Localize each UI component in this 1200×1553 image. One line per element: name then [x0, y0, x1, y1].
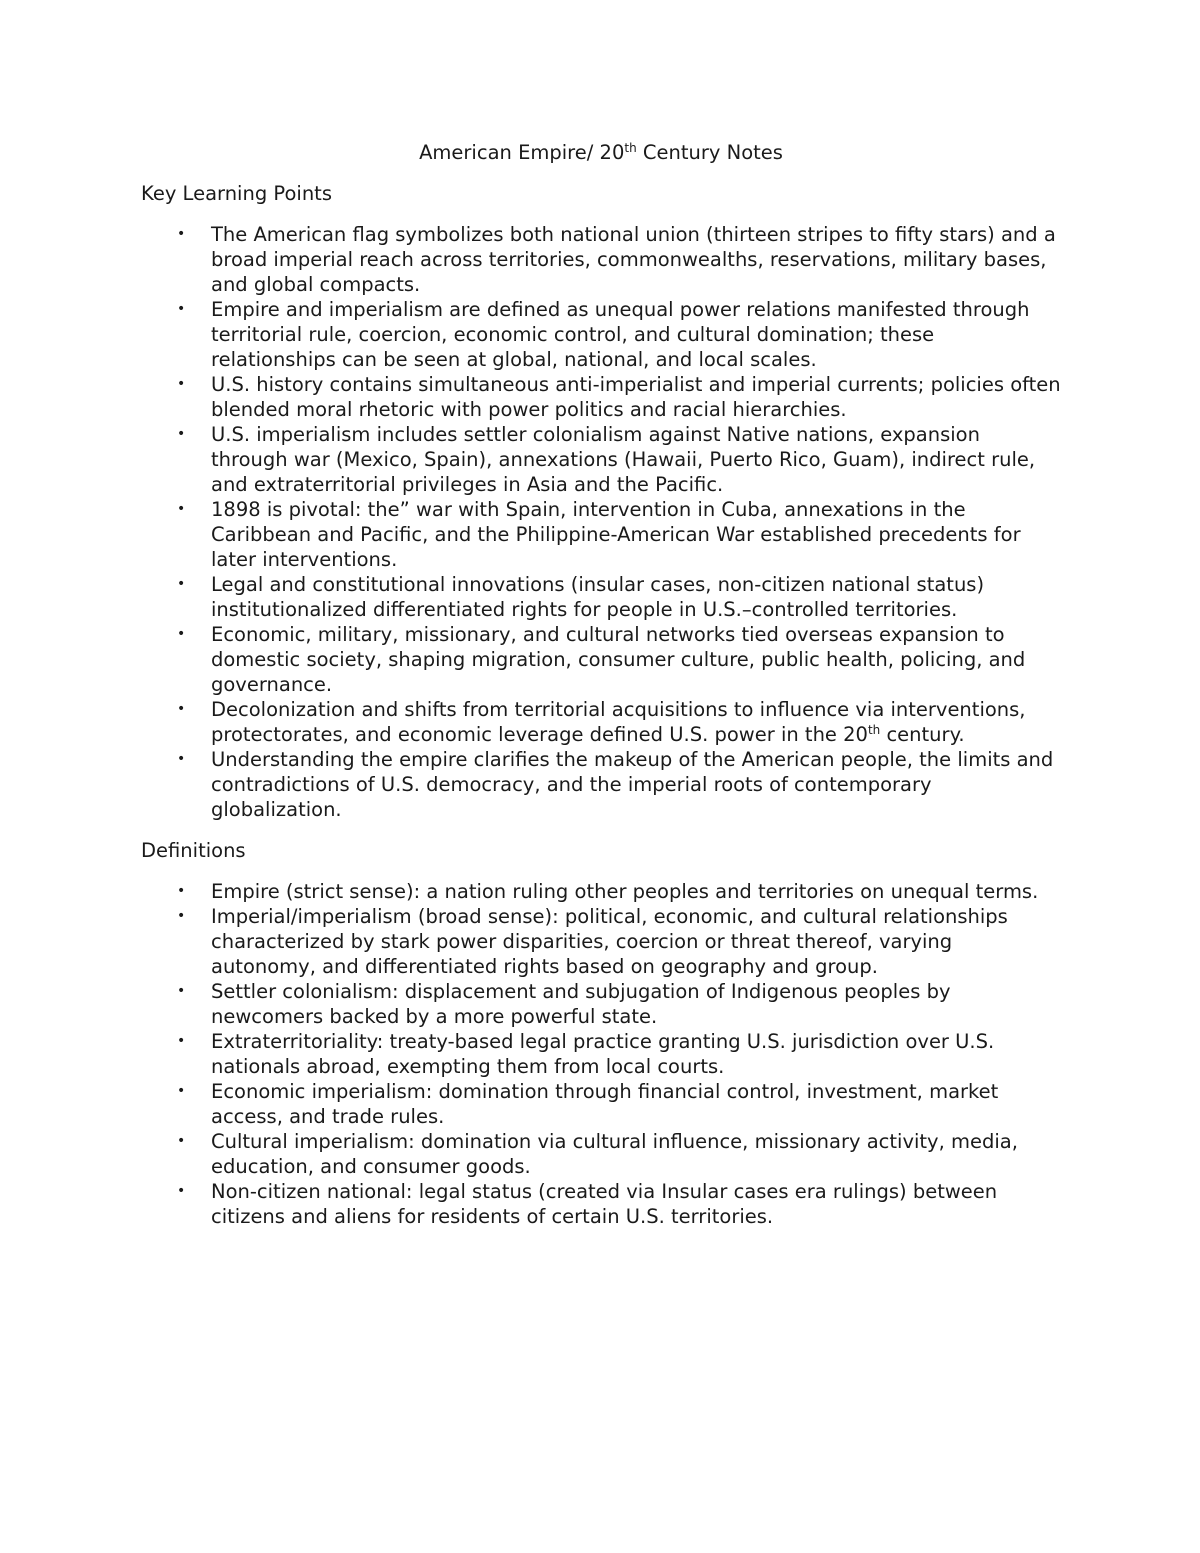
list-item-text: Empire (strict sense): a nation ruling other peoples and territories on unequal terms. — [211, 880, 1039, 903]
list-item-text: 1898 is pivotal: the” war with Spain, intervention in Cuba, annexations in the Caribbean and Pacific, and the Philippine-American War established precedents for later interventions. — [211, 498, 1021, 571]
bullet-icon: • — [177, 1033, 186, 1049]
list-item-text: Settler colonialism: displacement and subjugation of Indigenous peoples by newcomers backed by a more powerful state. — [211, 980, 951, 1028]
list-item — [141, 297, 1061, 372]
bullet-icon: • — [177, 883, 186, 899]
list-item-text: Cultural imperialism: domination via cultural influence, missionary activity, media, education, and consumer goods. — [211, 1130, 1018, 1178]
list-item — [141, 1129, 1061, 1179]
list-item — [141, 222, 1061, 297]
superscript: th — [867, 723, 881, 737]
title-superscript: th — [624, 141, 637, 155]
list-item-text: Economic imperialism: domination through financial control, investment, market access, and trade rules. — [211, 1080, 999, 1128]
bullet-icon: • — [177, 576, 186, 592]
list-item-text: Economic, military, missionary, and cultural networks tied overseas expansion to domestic society, shaping migration, consumer culture, public health, policing, and governance. — [211, 623, 1026, 696]
list-item-text: Legal and constitutional innovations (insular cases, non-citizen national status) institutionalized differentiated rights for people in U.S.–controlled territories. — [211, 573, 985, 621]
list-item — [141, 904, 1061, 979]
key-points-list — [141, 222, 1061, 822]
list-item — [141, 979, 1061, 1029]
bullet-icon: • — [177, 1133, 186, 1149]
list-item — [141, 697, 1061, 747]
bullet-icon: • — [177, 908, 186, 924]
bullet-icon: • — [177, 226, 186, 242]
definitions-heading: Definitions — [141, 839, 246, 862]
list-item-text: Imperial/imperialism (broad sense): political, economic, and cultural relationships characterized by stark power disparities, coercion or threat thereof, varying autonomy, and differentiated rights based on geography and group. — [211, 905, 1008, 978]
bullet-icon: • — [177, 376, 186, 392]
list-item — [141, 572, 1061, 622]
bullet-icon: • — [177, 426, 186, 442]
bullet-icon: • — [177, 1083, 186, 1099]
title-text: American Empire/ 20 — [419, 141, 625, 164]
list-item-text: Extraterritoriality: treaty-based legal practice granting U.S. jurisdiction over U.S. nationals abroad, exempting them from local courts. — [211, 1030, 995, 1078]
list-item — [141, 1029, 1061, 1079]
bullet-icon: • — [177, 501, 186, 517]
list-item — [141, 747, 1061, 822]
list-item-text: Understanding the empire clarifies the makeup of the American people, the limits and contradictions of U.S. democracy, and the imperial roots of contemporary globalization. — [211, 748, 1054, 821]
list-item — [141, 1179, 1061, 1229]
list-item — [141, 879, 1061, 904]
bullet-icon: • — [177, 626, 186, 642]
list-item-text: Empire and imperialism are defined as unequal power relations manifested through territorial rule, coercion, economic control, and cultural domination; these relationships can be seen at global, national, and local scales. — [211, 298, 1030, 371]
bullet-icon: • — [177, 751, 186, 767]
key-points-heading: Key Learning Points — [141, 182, 332, 205]
bullet-icon: • — [177, 983, 186, 999]
list-item-text: Non-citizen national: legal status (created via Insular cases era rulings) between citizens and aliens for residents of certain U.S. territories. — [211, 1180, 998, 1228]
list-item — [141, 1079, 1061, 1129]
list-item — [141, 422, 1061, 497]
bullet-icon: • — [177, 301, 186, 317]
title-text-end: Century Notes — [636, 141, 783, 164]
list-item-text: The American flag symbolizes both national union (thirteen stripes to fifty stars) and a broad imperial reach across territories, commonwealths, reservations, military bases, and global compacts. — [211, 223, 1056, 296]
list-item — [141, 622, 1061, 697]
definitions-list — [141, 879, 1061, 1229]
list-item-text-end: century. — [880, 723, 965, 746]
bullet-icon: • — [177, 1183, 186, 1199]
list-item-text: U.S. history contains simultaneous anti-imperialist and imperial currents; policies often blended moral rhetoric with power politics and racial hierarchies. — [211, 373, 1061, 421]
list-item — [141, 372, 1061, 422]
bullet-icon: • — [177, 701, 186, 717]
list-item-text: Decolonization and shifts from territorial acquisitions to influence via interventions, protectorates, and economic leverage defined U.S. power in the 20 — [211, 698, 1026, 746]
page-title — [141, 140, 1061, 165]
list-item-text: U.S. imperialism includes settler colonialism against Native nations, expansion through war (Mexico, Spain), annexations (Hawaii, Puerto Rico, Guam), indirect rule, and extraterritorial privileges in Asia and the Pacific. — [211, 423, 1036, 496]
list-item — [141, 497, 1061, 572]
document-page — [141, 140, 1061, 1245]
